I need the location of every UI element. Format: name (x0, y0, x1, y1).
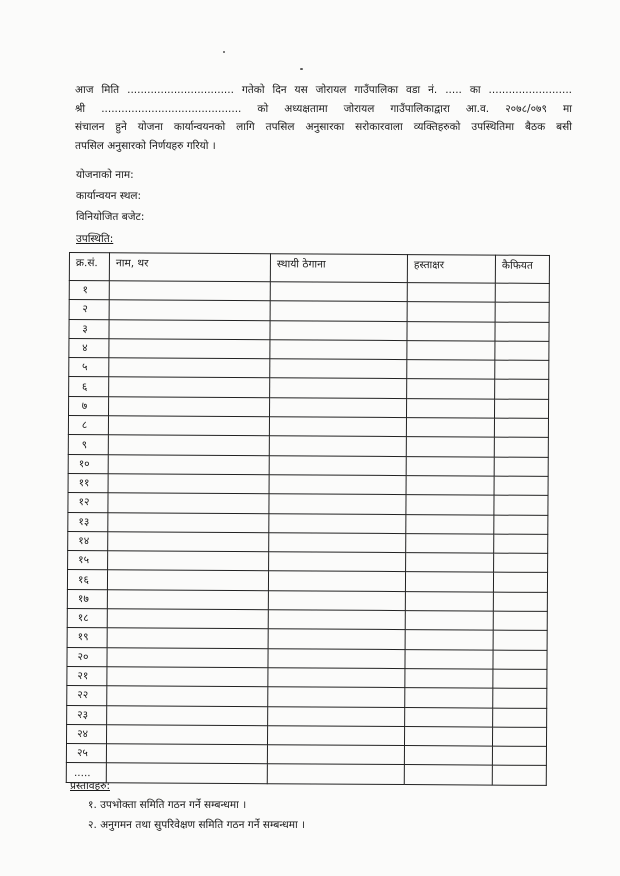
signature-cell (406, 418, 494, 438)
signature-cell (406, 456, 494, 476)
serial-cell: २४ (66, 724, 106, 744)
intro-line-3: संचालन हुने योजना कार्यान्वयनको लागि तपसिल अनुसारका सरोकारवाला व्यक्तिहरुको उपस्थितिमा बैठक बसी (75, 121, 572, 133)
serial-cell: १ (69, 281, 109, 301)
name-cell (109, 281, 270, 301)
name-cell (107, 705, 268, 725)
header-serial: क्र.सं. (69, 253, 109, 281)
signature-cell (405, 707, 493, 727)
signature-cell (405, 591, 493, 611)
remarks-cell (493, 669, 547, 689)
address-cell (267, 745, 404, 765)
signature-cell (406, 553, 494, 573)
proposals-heading: प्रस्तावहरु: (70, 780, 110, 792)
remarks-cell (493, 611, 547, 631)
remarks-cell (492, 766, 546, 786)
remarks-cell (494, 418, 548, 438)
name-cell (107, 609, 268, 629)
name-cell (107, 667, 268, 687)
remarks-cell (494, 399, 548, 419)
address-cell (270, 320, 407, 340)
address-cell (267, 726, 404, 746)
name-cell (106, 725, 267, 745)
name-cell (107, 647, 268, 667)
remarks-cell (494, 495, 548, 515)
name-cell (108, 512, 269, 532)
attendance-table (66, 252, 550, 786)
signature-cell (405, 688, 493, 708)
remarks-cell (495, 380, 549, 400)
address-cell (269, 533, 406, 553)
address-cell (268, 590, 405, 610)
serial-cell: ८ (68, 416, 108, 436)
address-cell (269, 513, 406, 533)
signature-cell (406, 514, 494, 534)
serial-cell: १७ (67, 589, 107, 609)
signature-cell (405, 572, 493, 592)
serial-cell: १५ (68, 551, 108, 571)
serial-cell: १४ (68, 531, 108, 551)
address-cell (268, 629, 405, 649)
serial-cell: २० (67, 647, 107, 667)
address-cell (270, 378, 407, 398)
header-remarks: कैफियत (495, 255, 549, 283)
name-cell (107, 570, 268, 590)
address-cell (269, 398, 406, 418)
serial-cell: १८ (67, 609, 107, 629)
address-cell (268, 571, 405, 591)
name-cell (109, 339, 270, 359)
signature-cell (407, 360, 495, 380)
scan-mark (223, 51, 225, 53)
serial-cell: १३ (68, 512, 108, 532)
name-cell (107, 686, 268, 706)
address-cell (269, 552, 406, 572)
signature-cell (407, 302, 495, 322)
address-cell (270, 359, 407, 379)
serial-cell: १० (68, 454, 108, 474)
name-cell (109, 300, 270, 320)
serial-cell: २१ (67, 666, 107, 686)
intro-line-1: आज मिति ................................ गतेको दिन यस जोरायल गाउँपालिका वडा नं. ..... का ......................... (75, 84, 572, 96)
table-row (66, 763, 546, 785)
remarks-cell (494, 515, 548, 535)
remarks-cell (494, 476, 548, 496)
remarks-cell (492, 746, 546, 766)
address-cell (268, 668, 405, 688)
signature-cell (407, 379, 495, 399)
address-cell (268, 706, 405, 726)
signature-cell (406, 476, 494, 496)
signature-cell (404, 746, 492, 766)
address-cell (268, 610, 405, 630)
remarks-cell (493, 708, 547, 728)
remarks-cell (495, 360, 549, 380)
attendance-heading: उपस्थिति: (76, 233, 114, 245)
address-cell (269, 455, 406, 475)
name-cell (109, 319, 270, 339)
serial-cell: ..... (66, 763, 106, 783)
signature-cell (404, 726, 492, 746)
address-cell (268, 687, 405, 707)
budget-label: विनियोजित बजेट: (76, 211, 145, 223)
remarks-cell (492, 727, 546, 747)
serial-cell: १९ (67, 628, 107, 648)
signature-cell (407, 283, 495, 303)
name-cell (108, 454, 269, 474)
intro-line-2: श्री .......................................... को अध्यक्षतामा जोरायल गाउँपालिकाद्वारा आ.व. २०७८/०७९ मा (75, 102, 572, 115)
serial-cell: ४ (69, 338, 109, 358)
serial-cell: २२ (67, 686, 107, 706)
signature-cell (405, 611, 493, 631)
signature-cell (405, 630, 493, 650)
name-cell (107, 628, 268, 648)
name-cell (108, 435, 269, 455)
serial-cell: ११ (68, 473, 108, 493)
address-cell (269, 417, 406, 437)
signature-cell (407, 340, 495, 360)
plan-name-label: योजनाको नाम: (76, 169, 134, 181)
address-cell (270, 301, 407, 321)
serial-cell: २५ (66, 744, 106, 764)
remarks-cell (493, 573, 547, 593)
remarks-cell (494, 553, 548, 573)
remarks-cell (493, 650, 547, 670)
header-address: स्थायी ठेगाना (270, 254, 407, 283)
remarks-cell (494, 534, 548, 554)
signature-cell (406, 495, 494, 515)
address-cell (269, 475, 406, 495)
name-cell (108, 416, 269, 436)
serial-cell: ५ (69, 358, 109, 378)
table-header-row (69, 253, 549, 284)
address-cell (268, 648, 405, 668)
address-cell (270, 340, 407, 360)
remarks-cell (495, 341, 549, 361)
serial-cell: २ (69, 300, 109, 320)
remarks-cell (493, 592, 547, 612)
name-cell (106, 763, 267, 783)
location-label: कार्यान्वयन स्थल: (76, 190, 142, 202)
serial-cell: ६ (69, 377, 109, 397)
proposal-item: २. अनुगमन तथा सुपरिवेक्षण समिति गठन गर्ने सम्बन्धमा । (88, 819, 306, 831)
name-cell (109, 397, 270, 417)
proposal-item: १. उपभोक्ता समिति गठन गर्ने सम्बन्धमा । (88, 799, 247, 811)
header-signature: हस्ताक्षर (407, 255, 495, 284)
signature-cell (405, 668, 493, 688)
serial-cell: १६ (67, 570, 107, 590)
name-cell (109, 358, 270, 378)
name-cell (109, 377, 270, 397)
intro-line-4: तपसिल अनुसारको निर्णयहरु गरियो । (75, 139, 216, 152)
address-cell (270, 282, 407, 302)
remarks-cell (495, 322, 549, 342)
address-cell (267, 764, 404, 784)
address-cell (269, 436, 406, 456)
name-cell (108, 493, 269, 513)
scan-mark (300, 68, 303, 70)
name-cell (106, 744, 267, 764)
serial-cell: २३ (67, 705, 107, 725)
signature-cell (406, 437, 494, 457)
serial-cell: ३ (69, 319, 109, 339)
remarks-cell (493, 630, 547, 650)
intro-paragraph (75, 81, 572, 155)
remarks-cell (493, 688, 547, 708)
signature-cell (407, 321, 495, 341)
name-cell (107, 589, 268, 609)
name-cell (108, 551, 269, 571)
serial-cell: ९ (68, 435, 108, 455)
signature-cell (406, 533, 494, 553)
remarks-cell (495, 302, 549, 322)
signature-cell (405, 649, 493, 669)
name-cell (108, 474, 269, 494)
serial-cell: १२ (68, 493, 108, 513)
name-cell (108, 532, 269, 552)
signature-cell (406, 398, 494, 418)
header-name: नाम, थर (109, 253, 270, 282)
remarks-cell (495, 283, 549, 303)
remarks-cell (494, 437, 548, 457)
attendance-table-body (66, 281, 549, 786)
serial-cell: ७ (69, 396, 109, 416)
remarks-cell (494, 457, 548, 477)
address-cell (269, 494, 406, 514)
signature-cell (404, 765, 492, 785)
